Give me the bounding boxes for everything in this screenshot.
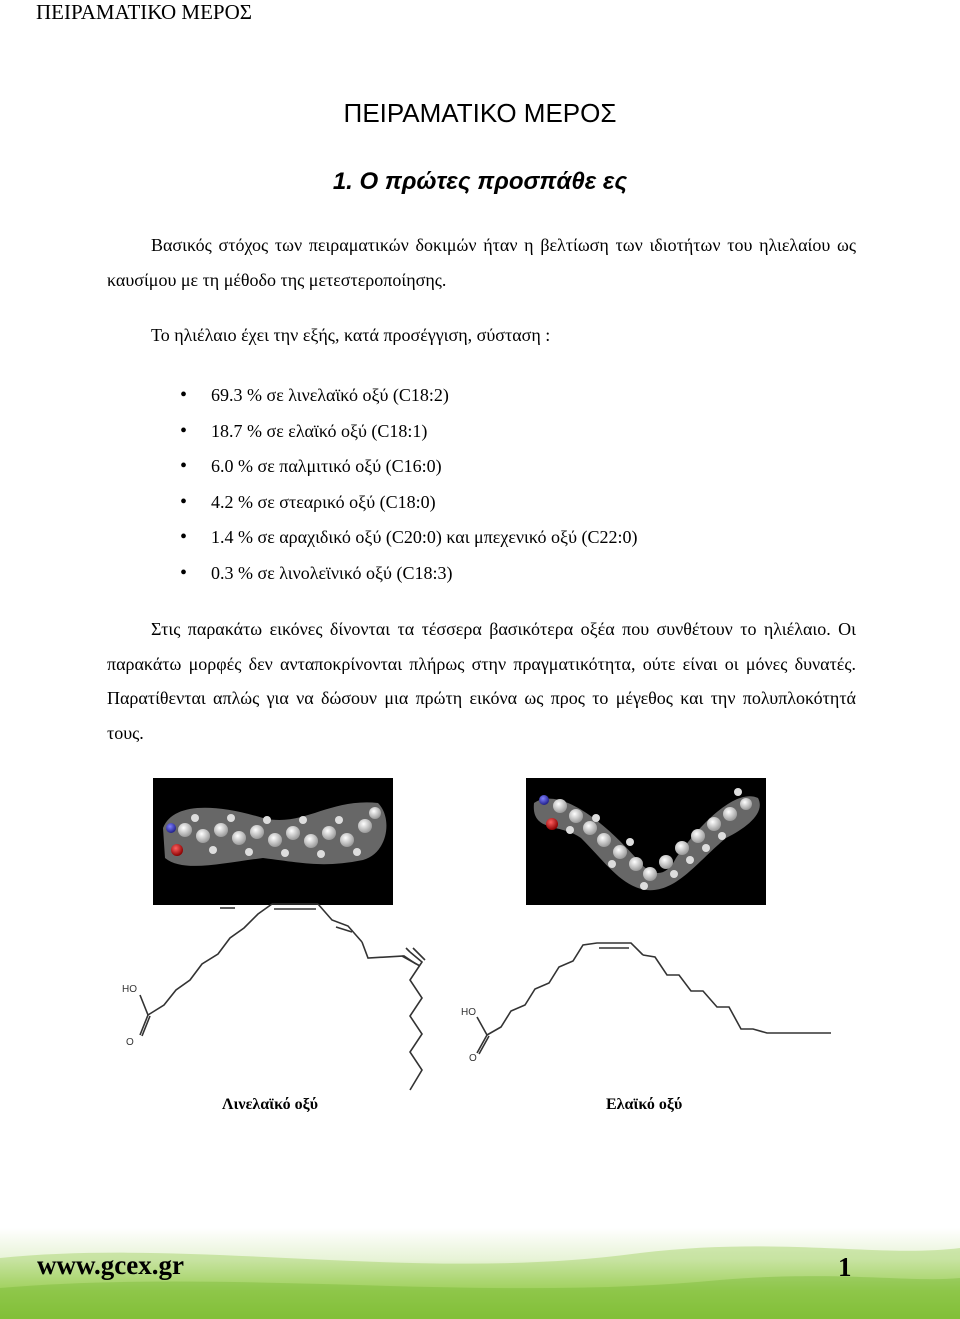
list-item: • 6.0 % σε παλμιτικό οξύ (C16:0) (180, 449, 637, 485)
oleic-caption: Ελαϊκό οξύ (606, 1096, 683, 1113)
list-item: • 1.4 % σε αραχιδικό οξύ (C20:0) και μπεχενικό οξύ (C22:0) (180, 520, 637, 556)
intro-paragraph: Βασικός στόχος των πειραματικών δοκιμών ήταν η βελτίωση των ιδιοτήτων του ηλιελαίου ως καυσίμου με τη μέθοδο της μετεστεροποίησης. (107, 235, 856, 290)
oleic-3d-model-image (526, 778, 766, 905)
oleic-structure-diagram (455, 935, 845, 1065)
footer-url: www.gcex.gr (37, 1250, 184, 1280)
list-item: • 4.2 % σε στεαρικό οξύ (C18:0) (180, 485, 637, 521)
figures-paragraph: Στις παρακάτω εικόνες δίνονται τα τέσσερα βασικότερα οξέα που συνθέτουν το ηλιέλαιο. Οι παρακάτω μορφές δεν ανταποκρίνονται πλήρως στην πραγματικότητα, ούτε είναι οι μόνες δυνατές. Παρατίθενται απλώς για να δώσουν μια πρώτη εικόνα ως προς το μέγεθος και την πολυπλοκότητά τους. (107, 619, 856, 743)
linoleic-caption: Λινελαϊκό οξύ (222, 1096, 319, 1113)
oxygen-label: O (126, 1037, 134, 1048)
running-head: ΠΕΙΡΑΜΑΤΙΚΟ ΜΕΡΟΣ (36, 0, 252, 24)
page-number: 1 (838, 1252, 852, 1282)
linoleic-3d-model-image (153, 778, 393, 905)
hydroxyl-label: HO (122, 984, 137, 995)
list-item: • 0.3 % σε λινολεϊνικό οξύ (C18:3) (180, 556, 637, 592)
hydroxyl-label: HO (461, 1007, 476, 1018)
section-heading: 1. Ο πρώτες προσπάθε ες (332, 168, 628, 195)
page-title: ΠΕΙΡΑΜΑΤΙΚΟ ΜΕΡΟΣ (343, 98, 617, 128)
composition-intro: Το ηλιέλαιο έχει την εξής, κατά προσέγγιση, σύσταση : (151, 325, 551, 345)
list-item: • 69.3 % σε λινελαϊκό οξύ (C18:2) (180, 378, 637, 414)
composition-list (180, 378, 637, 592)
list-item: • 18.7 % σε ελαϊκό οξύ (C18:1) (180, 414, 637, 450)
oxygen-label: O (469, 1053, 477, 1064)
linoleic-structure-diagram (110, 900, 440, 1100)
